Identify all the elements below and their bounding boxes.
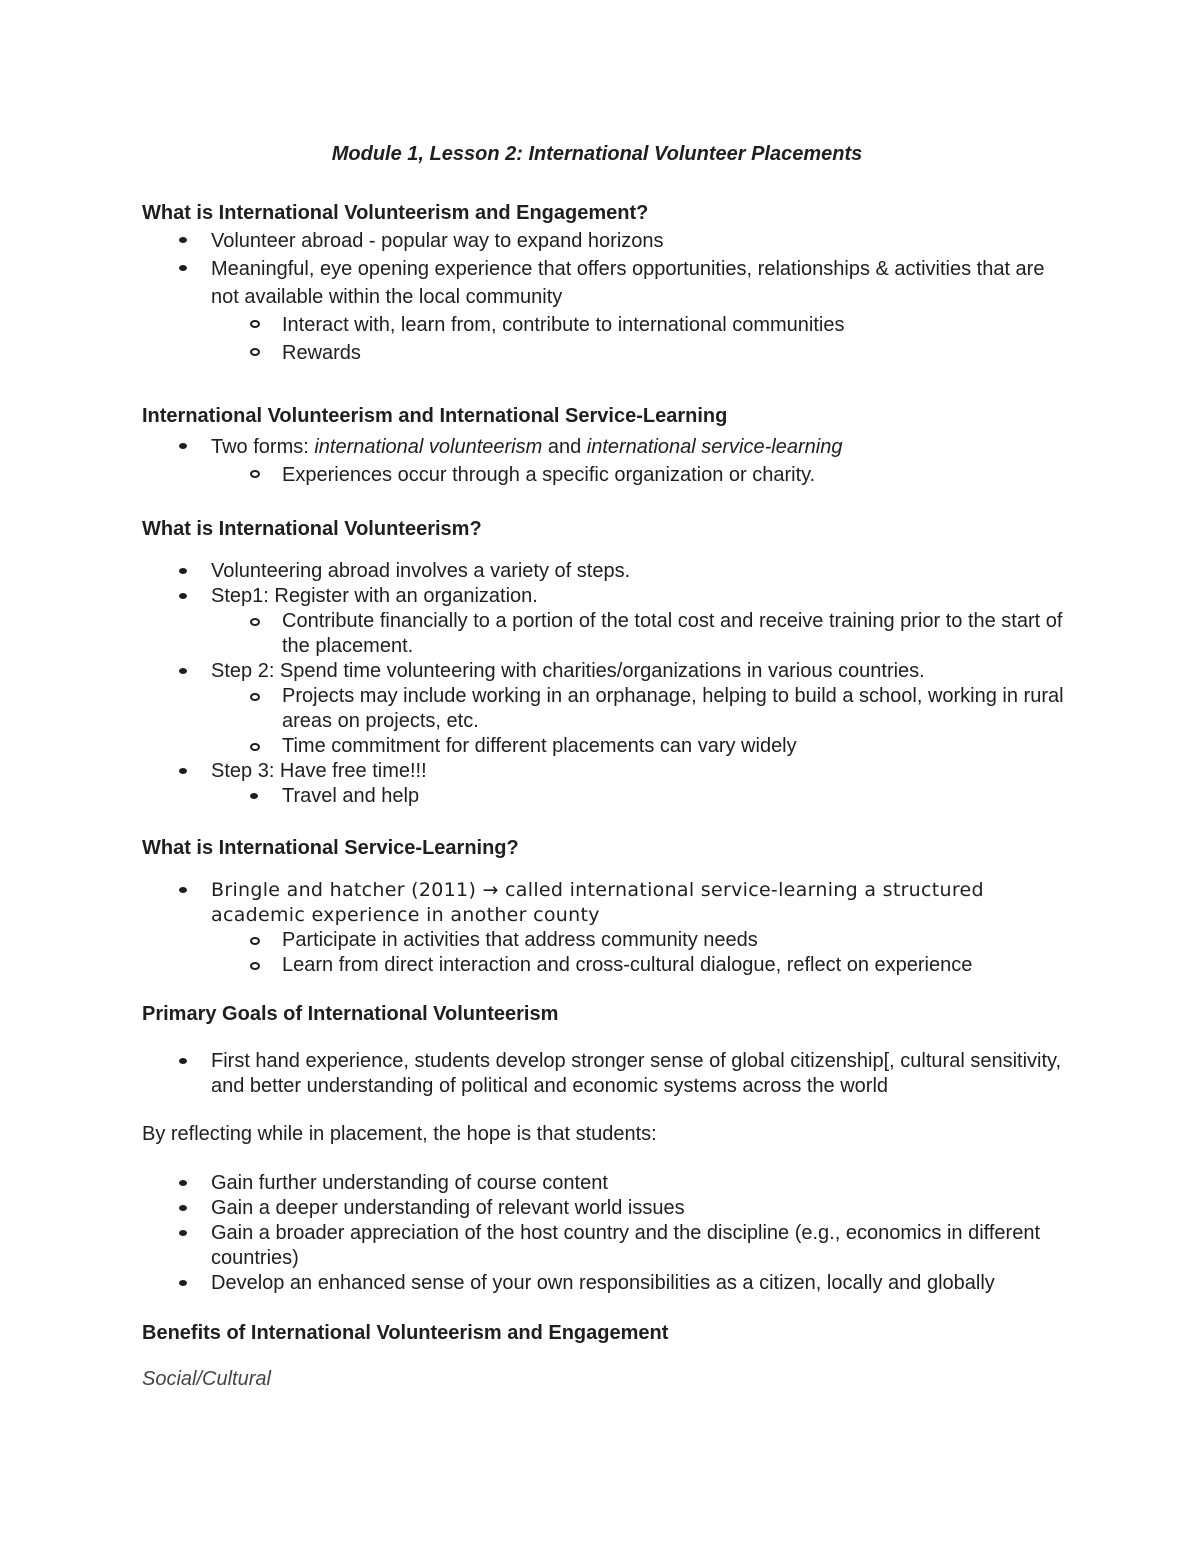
list-item: Volunteer abroad - popular way to expand horizons (142, 227, 1072, 255)
list-item: Gain further understanding of course content (142, 1171, 1072, 1196)
list-item: Projects may include working in an orphanage, helping to build a school, working in rural areas on projects, etc. (142, 684, 1072, 734)
bullet-list (142, 227, 1072, 367)
list-item: Volunteering abroad involves a variety of steps. (142, 559, 1072, 584)
section-heading: International Volunteerism and International Service-Learning (142, 405, 728, 427)
document-page (142, 141, 1072, 1392)
list-item: Travel and help (142, 784, 1072, 809)
list-item: Meaningful, eye opening experience that offers opportunities, relationships & activities that are not available within the local community (142, 255, 1072, 311)
list-item: Bringle and hatcher (2011) → called international service-learning a structured academic experience in another county (142, 878, 1072, 928)
text: and (542, 436, 587, 458)
bullet-list (142, 433, 1072, 489)
section-heading: What is International Volunteerism and Engagement? (142, 202, 649, 224)
list-item: Step1: Register with an organization. (142, 584, 1072, 609)
list-item (142, 433, 1072, 461)
list-item: Learn from direct interaction and cross-cultural dialogue, reflect on experience (142, 953, 1072, 978)
emphasis: international service-learning (586, 436, 843, 458)
list-item: Step 3: Have free time!!! (142, 759, 1072, 784)
list-item: Experiences occur through a specific organization or charity. (142, 461, 1072, 489)
list-item: Develop an enhanced sense of your own responsibilities as a citizen, locally and globally (142, 1271, 1072, 1296)
text: Two forms: (211, 436, 315, 458)
bullet-list (142, 559, 1072, 809)
list-item: Rewards (142, 339, 1072, 367)
list-item: Step 2: Spend time volunteering with charities/organizations in various countries. (142, 659, 1072, 684)
bullet-list (142, 1171, 1072, 1296)
bullet-list (142, 1049, 1072, 1099)
section-heading: What is International Volunteerism? (142, 518, 482, 540)
list-item: First hand experience, students develop stronger sense of global citizenship[, cultural sensitivity, and better understanding of political and economic systems across the world (142, 1049, 1072, 1099)
list-item: Time commitment for different placements can vary widely (142, 734, 1072, 759)
list-item: Participate in activities that address community needs (142, 928, 1072, 953)
paragraph: By reflecting while in placement, the hope is that students: (142, 1123, 657, 1145)
section-heading: Benefits of International Volunteerism and Engagement (142, 1322, 669, 1344)
section-heading: Primary Goals of International Volunteerism (142, 1003, 559, 1025)
section-heading: What is International Service-Learning? (142, 837, 519, 859)
list-item: Gain a broader appreciation of the host country and the discipline (e.g., economics in different countries) (142, 1221, 1072, 1271)
list-item: Gain a deeper understanding of relevant world issues (142, 1196, 1072, 1221)
bullet-list (142, 878, 1072, 978)
list-item: Interact with, learn from, contribute to international communities (142, 311, 1072, 339)
list-item: Contribute financially to a portion of the total cost and receive training prior to the start of the placement. (142, 609, 1072, 659)
emphasis: international volunteerism (314, 436, 543, 458)
subheading: Social/Cultural (142, 1368, 271, 1390)
document-title: Module 1, Lesson 2: International Volunteer Placements (331, 143, 863, 165)
